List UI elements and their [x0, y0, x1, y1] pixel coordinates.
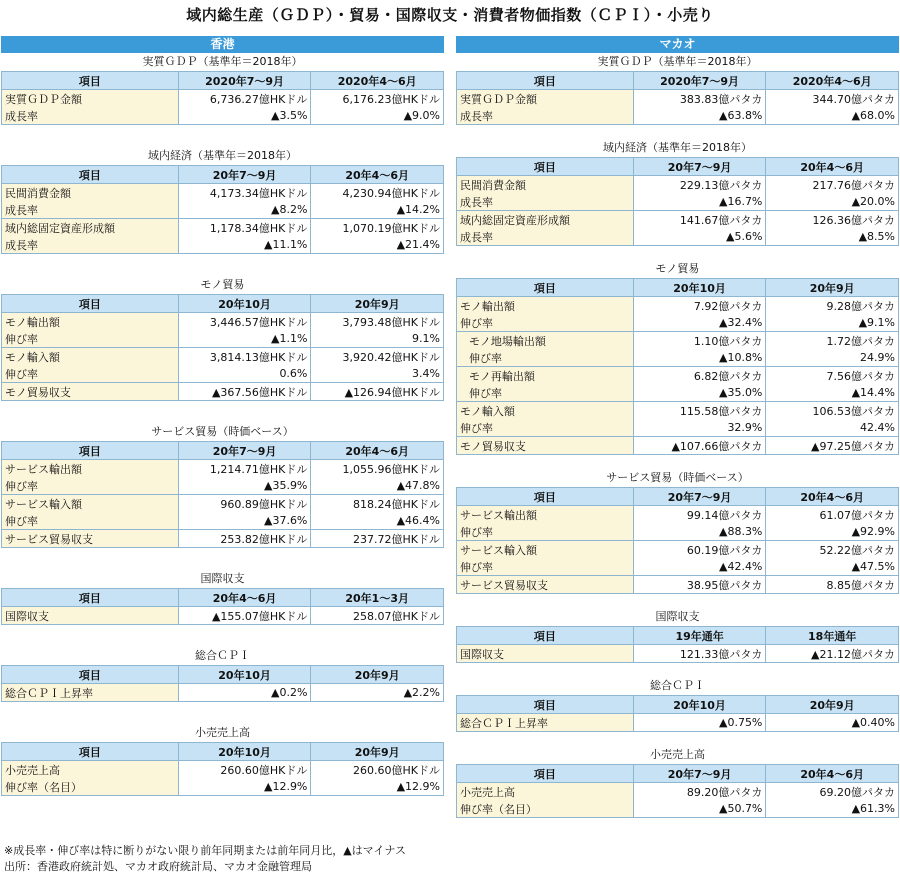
column-header: 2020年7～9月	[633, 72, 766, 90]
table-row	[2, 201, 444, 219]
table-row	[457, 176, 899, 194]
header-row	[457, 696, 899, 714]
goods-trade-title: モノ貿易	[200, 278, 245, 291]
table-row	[457, 437, 899, 455]
row-label: 民間消費金額	[2, 184, 179, 202]
value-cell: 253.82億HKドル	[178, 530, 311, 548]
value-cell: ▲37.6%	[178, 512, 311, 530]
value-cell: 960.89億HKドル	[178, 495, 311, 513]
value-cell: 52.22億パタカ	[766, 541, 899, 559]
table-row	[457, 384, 899, 402]
gdp-title: 実質ＧＤＰ（基準年＝2018年）	[597, 55, 758, 68]
row-label: 総合ＣＰＩ上昇率	[457, 714, 634, 732]
table-row	[457, 645, 899, 663]
block-spacer	[456, 732, 899, 746]
balance-of-payments-title: 国際収支	[200, 572, 245, 585]
row-label: 域内総固定資産形成額	[457, 211, 634, 229]
value-cell: ▲10.8%	[633, 349, 766, 367]
value-cell: 6,176.23億HKドル	[311, 90, 444, 108]
value-cell: ▲21.4%	[311, 236, 444, 254]
value-cell: ▲9.1%	[766, 314, 899, 332]
table-row	[2, 530, 444, 548]
column-header: 20年4～6月	[766, 765, 899, 783]
value-cell: 260.60億HKドル	[311, 761, 444, 779]
value-cell: ▲47.5%	[766, 558, 899, 576]
row-label: 伸び率（名目）	[2, 778, 179, 796]
goods-trade-title: モノ貿易	[655, 262, 700, 275]
column-header: 20年4～6月	[178, 589, 311, 607]
header-row	[2, 166, 444, 184]
row-label: サービス輸出額	[457, 506, 634, 524]
row-label: 実質ＧＤＰ金額	[457, 90, 634, 108]
block-spacer	[1, 625, 444, 647]
value-cell: 7.56億パタカ	[766, 367, 899, 385]
column-header: 2020年4～6月	[766, 72, 899, 90]
row-label: サービス貿易収支	[2, 530, 179, 548]
value-cell: ▲46.4%	[311, 512, 444, 530]
table-row	[2, 383, 444, 401]
column-header: 20年7～9月	[633, 488, 766, 506]
column-header: 項目	[457, 696, 634, 714]
column-header: 20年10月	[633, 696, 766, 714]
goods-trade-table	[456, 278, 899, 455]
column-header: 項目	[457, 72, 634, 90]
value-cell: 0.6%	[178, 365, 311, 383]
row-label: 域内総固定資産形成額	[2, 219, 179, 237]
column-header: 20年9月	[766, 279, 899, 297]
row-label: 伸び率	[2, 330, 179, 348]
value-cell: 3.4%	[311, 365, 444, 383]
table-row	[2, 365, 444, 383]
row-label: 伸び率	[457, 558, 634, 576]
column-header: 項目	[457, 279, 634, 297]
row-label: 成長率	[457, 107, 634, 125]
row-label: 成長率	[2, 236, 179, 254]
value-cell: 818.24億HKドル	[311, 495, 444, 513]
services-trade-table	[456, 487, 899, 594]
column-header: 20年4～6月	[311, 442, 444, 460]
column-header: 19年通年	[633, 627, 766, 645]
block-spacer	[456, 246, 899, 260]
page-title: 域内総生産（ＧＤＰ）・貿易・国際収支・消費者物価指数（ＣＰＩ）・小売り	[186, 6, 714, 24]
gdp-table	[1, 71, 444, 125]
header-row	[2, 295, 444, 313]
value-cell: 115.58億パタカ	[633, 402, 766, 420]
value-cell: 6,736.27億HKドル	[178, 90, 311, 108]
table-row	[2, 107, 444, 125]
column-header: 2020年7～9月	[178, 72, 311, 90]
value-cell: ▲12.9%	[178, 778, 311, 796]
value-cell: ▲42.4%	[633, 558, 766, 576]
value-cell: 1,178.34億HKドル	[178, 219, 311, 237]
row-label: 小売売上高	[2, 761, 179, 779]
value-cell: ▲12.9%	[311, 778, 444, 796]
value-cell: 258.07億HKドル	[311, 607, 444, 625]
column-header: 項目	[457, 765, 634, 783]
row-label: 成長率	[2, 201, 179, 219]
value-cell: ▲0.2%	[178, 684, 311, 702]
value-cell: 60.19億パタカ	[633, 541, 766, 559]
retail-sales-table	[456, 764, 899, 818]
value-cell: 121.33億パタカ	[633, 645, 766, 663]
column-header: 20年9月	[311, 743, 444, 761]
table-row	[457, 783, 899, 801]
retail-sales-table	[1, 742, 444, 796]
macau-column	[456, 36, 899, 818]
row-label: 伸び率	[457, 349, 634, 367]
table-row	[457, 332, 899, 350]
footnote: ※成長率・伸び率は特に断りがない限り前年同期または前年同月比，▲はマイナス	[4, 844, 407, 857]
column-header: 20年9月	[311, 666, 444, 684]
value-cell: ▲14.4%	[766, 384, 899, 402]
value-cell: ▲14.2%	[311, 201, 444, 219]
table-row	[457, 576, 899, 594]
row-label: モノ輸入額	[457, 402, 634, 420]
value-cell: 32.9%	[633, 419, 766, 437]
gdp-table	[456, 71, 899, 125]
header-row	[2, 442, 444, 460]
value-cell: ▲126.94億HKドル	[311, 383, 444, 401]
value-cell: 24.9%	[766, 349, 899, 367]
value-cell: 229.13億パタカ	[633, 176, 766, 194]
value-cell: ▲8.2%	[178, 201, 311, 219]
column-header: 項目	[457, 158, 634, 176]
row-label: 成長率	[457, 193, 634, 211]
table-row	[457, 419, 899, 437]
block-spacer	[1, 125, 444, 147]
value-cell: ▲47.8%	[311, 477, 444, 495]
column-header: 20年4～6月	[311, 166, 444, 184]
table-row	[2, 512, 444, 530]
value-cell: ▲50.7%	[633, 800, 766, 818]
column-header: 20年4～6月	[766, 488, 899, 506]
table-row	[457, 297, 899, 315]
row-label: サービス輸出額	[2, 460, 179, 478]
value-cell: ▲35.9%	[178, 477, 311, 495]
column-header: 項目	[2, 295, 179, 313]
source-note: 出所：香港政府統計処、マカオ政府統計局、マカオ金融管理局	[4, 860, 312, 873]
cpi-title: 総合ＣＰＩ	[650, 679, 705, 692]
column-header: 項目	[2, 442, 179, 460]
table-row	[2, 761, 444, 779]
value-cell: 61.07億パタカ	[766, 506, 899, 524]
value-cell: ▲0.40%	[766, 714, 899, 732]
value-cell: 1,055.96億HKドル	[311, 460, 444, 478]
column-header: 20年7～9月	[178, 166, 311, 184]
table-row	[2, 313, 444, 331]
column-header: 項目	[2, 166, 179, 184]
table-row	[457, 367, 899, 385]
value-cell: ▲16.7%	[633, 193, 766, 211]
value-cell: ▲11.1%	[178, 236, 311, 254]
value-cell: ▲9.0%	[311, 107, 444, 125]
value-cell: ▲68.0%	[766, 107, 899, 125]
column-header: 20年7～9月	[633, 158, 766, 176]
column-header: 20年9月	[766, 696, 899, 714]
balance-of-payments-table	[1, 588, 444, 625]
column-header: 項目	[2, 589, 179, 607]
value-cell: 1.10億パタカ	[633, 332, 766, 350]
value-cell: 8.85億パタカ	[766, 576, 899, 594]
column-header: 20年10月	[633, 279, 766, 297]
header-row	[2, 666, 444, 684]
retail-sales-title: 小売売上高	[195, 726, 250, 739]
block-spacer	[456, 455, 899, 469]
header-row	[2, 589, 444, 607]
table-row	[457, 193, 899, 211]
value-cell: 7.92億パタカ	[633, 297, 766, 315]
table-row	[2, 330, 444, 348]
row-label: 成長率	[457, 228, 634, 246]
balance-of-payments-table	[456, 626, 899, 663]
table-row	[2, 778, 444, 796]
value-cell: 42.4%	[766, 419, 899, 437]
row-label: 伸び率	[457, 384, 634, 402]
value-cell: ▲35.0%	[633, 384, 766, 402]
row-label: サービス輸入額	[2, 495, 179, 513]
row-label: モノ輸出額	[457, 297, 634, 315]
value-cell: 1.72億パタカ	[766, 332, 899, 350]
row-label: 伸び率	[457, 523, 634, 541]
value-cell: ▲61.3%	[766, 800, 899, 818]
value-cell: ▲155.07億HKドル	[178, 607, 311, 625]
header-row	[457, 279, 899, 297]
value-cell: ▲88.3%	[633, 523, 766, 541]
value-cell: ▲0.75%	[633, 714, 766, 732]
value-cell: ▲367.56億HKドル	[178, 383, 311, 401]
row-label: 伸び率	[2, 365, 179, 383]
table-row	[457, 558, 899, 576]
value-cell: 9.28億パタカ	[766, 297, 899, 315]
row-label: モノ貿易収支	[457, 437, 634, 455]
value-cell: ▲92.9%	[766, 523, 899, 541]
value-cell: 99.14億パタカ	[633, 506, 766, 524]
block-spacer	[456, 594, 899, 608]
column-header: 項目	[457, 627, 634, 645]
header-row	[457, 72, 899, 90]
table-row	[457, 349, 899, 367]
table-row	[457, 314, 899, 332]
table-row	[2, 348, 444, 366]
value-cell: ▲20.0%	[766, 193, 899, 211]
services-trade-table	[1, 441, 444, 548]
row-label: 伸び率（名目）	[457, 800, 634, 818]
region-header: 香港	[1, 36, 444, 53]
domestic-economy-table	[456, 157, 899, 246]
value-cell: 106.53億パタカ	[766, 402, 899, 420]
table-row	[457, 107, 899, 125]
header-row	[457, 158, 899, 176]
cpi-title: 総合ＣＰＩ	[195, 649, 250, 662]
row-label: 伸び率	[457, 314, 634, 332]
column-header: 20年7～9月	[178, 442, 311, 460]
value-cell: 6.82億パタカ	[633, 367, 766, 385]
cpi-table	[1, 665, 444, 702]
value-cell: 141.67億パタカ	[633, 211, 766, 229]
block-spacer	[1, 702, 444, 724]
value-cell: ▲107.66億パタカ	[633, 437, 766, 455]
header-row	[2, 72, 444, 90]
table-row	[457, 541, 899, 559]
row-label: 国際収支	[2, 607, 179, 625]
table-row	[2, 477, 444, 495]
value-cell: 89.20億パタカ	[633, 783, 766, 801]
table-row	[457, 506, 899, 524]
value-cell: 217.76億パタカ	[766, 176, 899, 194]
table-row	[2, 684, 444, 702]
row-label: 総合ＣＰＩ上昇率	[2, 684, 179, 702]
value-cell: 237.72億HKドル	[311, 530, 444, 548]
header-row	[457, 765, 899, 783]
table-row	[2, 236, 444, 254]
column-header: 18年通年	[766, 627, 899, 645]
value-cell: 4,230.94億HKドル	[311, 184, 444, 202]
header-row	[457, 488, 899, 506]
value-cell: ▲1.1%	[178, 330, 311, 348]
column-header: 20年9月	[311, 295, 444, 313]
column-header: 2020年4～6月	[311, 72, 444, 90]
value-cell: 69.20億パタカ	[766, 783, 899, 801]
table-row	[2, 184, 444, 202]
value-cell: 3,920.42億HKドル	[311, 348, 444, 366]
header-row	[2, 743, 444, 761]
column-header: 20年10月	[178, 743, 311, 761]
value-cell: 260.60億HKドル	[178, 761, 311, 779]
gdp-title: 実質ＧＤＰ（基準年＝2018年）	[142, 55, 303, 68]
table-row	[457, 211, 899, 229]
table-row	[457, 402, 899, 420]
value-cell: 38.95億パタカ	[633, 576, 766, 594]
value-cell: 3,793.48億HKドル	[311, 313, 444, 331]
services-trade-title: サービス貿易（時価ベース）	[606, 471, 749, 484]
block-spacer	[1, 548, 444, 570]
value-cell: 344.70億パタカ	[766, 90, 899, 108]
header-row	[457, 627, 899, 645]
table-row	[2, 495, 444, 513]
row-label: 国際収支	[457, 645, 634, 663]
table-row	[457, 90, 899, 108]
row-label: モノ輸入額	[2, 348, 179, 366]
row-label: 小売売上高	[457, 783, 634, 801]
row-label: 実質ＧＤＰ金額	[2, 90, 179, 108]
balance-of-payments-title: 国際収支	[655, 610, 700, 623]
value-cell: ▲97.25億パタカ	[766, 437, 899, 455]
value-cell: 126.36億パタカ	[766, 211, 899, 229]
table-row	[457, 800, 899, 818]
value-cell: ▲8.5%	[766, 228, 899, 246]
value-cell: ▲5.6%	[633, 228, 766, 246]
value-cell: ▲3.5%	[178, 107, 311, 125]
value-cell: 3,446.57億HKドル	[178, 313, 311, 331]
block-spacer	[1, 254, 444, 276]
row-label: 伸び率	[457, 419, 634, 437]
row-label: モノ貿易収支	[2, 383, 179, 401]
domestic-economy-title: 域内経済（基準年＝2018年）	[148, 149, 297, 162]
value-cell: ▲21.12億パタカ	[766, 645, 899, 663]
value-cell: 3,814.13億HKドル	[178, 348, 311, 366]
cpi-table	[456, 695, 899, 732]
hong-kong-column	[1, 36, 444, 796]
row-label: 成長率	[2, 107, 179, 125]
column-header: 項目	[2, 72, 179, 90]
table-row	[457, 714, 899, 732]
table-row	[2, 460, 444, 478]
value-cell: 1,070.19億HKドル	[311, 219, 444, 237]
block-spacer	[456, 663, 899, 677]
column-header: 20年1～3月	[311, 589, 444, 607]
row-label: サービス貿易収支	[457, 576, 634, 594]
column-header: 20年7～9月	[633, 765, 766, 783]
value-cell: 1,214.71億HKドル	[178, 460, 311, 478]
row-label: 民間消費金額	[457, 176, 634, 194]
row-label: モノ地場輸出額	[457, 332, 634, 350]
column-header: 項目	[2, 743, 179, 761]
table-row	[2, 607, 444, 625]
table-row	[2, 90, 444, 108]
column-header: 項目	[2, 666, 179, 684]
table-row	[2, 219, 444, 237]
table-row	[457, 523, 899, 541]
retail-sales-title: 小売売上高	[650, 748, 705, 761]
value-cell: 383.83億パタカ	[633, 90, 766, 108]
value-cell: ▲2.2%	[311, 684, 444, 702]
value-cell: 4,173.34億HKドル	[178, 184, 311, 202]
column-header: 20年10月	[178, 295, 311, 313]
row-label: モノ輸出額	[2, 313, 179, 331]
column-header: 20年10月	[178, 666, 311, 684]
column-header: 20年4～6月	[766, 158, 899, 176]
block-spacer	[456, 125, 899, 139]
table-row	[457, 228, 899, 246]
region-header: マカオ	[456, 36, 899, 53]
row-label: 伸び率	[2, 512, 179, 530]
row-label: モノ再輸出額	[457, 367, 634, 385]
block-spacer	[1, 401, 444, 423]
value-cell: ▲32.4%	[633, 314, 766, 332]
services-trade-title: サービス貿易（時価ベース）	[151, 425, 294, 438]
goods-trade-table	[1, 294, 444, 401]
domestic-economy-title: 域内経済（基準年＝2018年）	[603, 141, 752, 154]
footer	[4, 843, 406, 875]
column-header: 項目	[457, 488, 634, 506]
value-cell: ▲63.8%	[633, 107, 766, 125]
domestic-economy-table	[1, 165, 444, 254]
row-label: 伸び率	[2, 477, 179, 495]
row-label: サービス輸入額	[457, 541, 634, 559]
value-cell: 9.1%	[311, 330, 444, 348]
